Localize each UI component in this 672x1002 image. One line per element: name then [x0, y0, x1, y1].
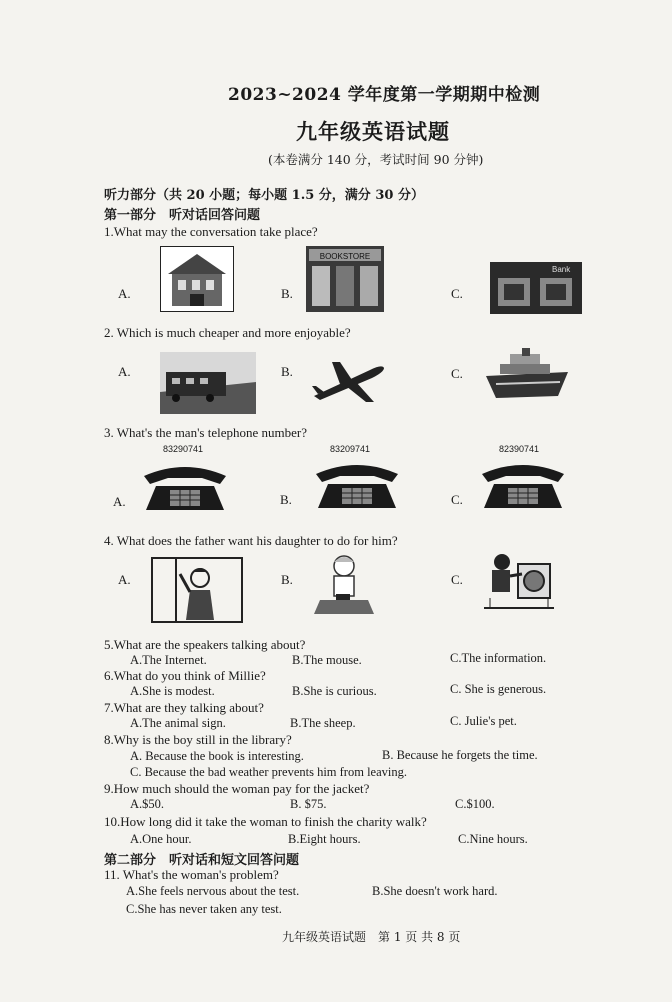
telephone-c-icon [478, 460, 568, 512]
question-6: 6.What do you think of Millie? [104, 668, 266, 683]
score-time-note: (本卷满分 140 分，考试时间 90 分钟) [268, 152, 484, 167]
q8-option-c: C. Because the bad weather prevents him from leaving. [130, 765, 407, 779]
q6-option-b: B.She is curious. [292, 684, 377, 698]
page-footer: 九年级英语试题 第 1 页 共 8 页 [282, 930, 461, 944]
question-4: 4. What does the father want his daughter to do for him? [104, 533, 398, 548]
phone-number-b: 83209741 [330, 444, 371, 454]
q5-option-c: C.The information. [450, 651, 547, 665]
question-2: 2. Which is much cheaper and more enjoyable? [104, 325, 351, 340]
q10-option-c: C.Nine hours. [458, 832, 528, 846]
bookstore-sign: BOOKSTORE [319, 252, 371, 261]
q2-option-a-label: A. [118, 364, 131, 379]
exam-title: 2023~2024 学年度第一学期期中检测 [228, 85, 541, 105]
question-10: 10.How long did it take the woman to finish the charity walk? [104, 814, 427, 829]
phone-number-a: 83290741 [163, 444, 204, 454]
question-11: 11. What's the woman's problem? [104, 867, 279, 882]
paper-title: 九年级英语试题 [296, 119, 450, 144]
q7-option-c: C. Julie's pet. [450, 714, 517, 728]
question-3: 3. What's the man's telephone number? [104, 425, 307, 440]
bookstore-icon [306, 246, 384, 312]
question-5: 5.What are the speakers talking about? [104, 637, 306, 652]
q9-option-c: C.$100. [455, 797, 495, 811]
q9-option-a: A.$50. [130, 797, 165, 811]
phone-number-c: 82390741 [499, 444, 540, 454]
q7-option-b: B.The sheep. [290, 716, 356, 730]
listening-heading: 听力部分（共 20 小题；每小题 1.5 分，满分 30 分） [104, 188, 424, 203]
telephone-a-icon [140, 462, 230, 514]
train-icon [160, 352, 256, 414]
q2-option-c-label: C. [451, 366, 463, 381]
q7-option-a: A.The animal sign. [130, 716, 226, 730]
airplane-icon [310, 356, 388, 406]
q10-option-a: A.One hour. [130, 832, 192, 846]
q3-option-a-label: A. [113, 494, 126, 509]
q1-option-c-label: C. [451, 286, 463, 301]
q6-option-a: A.She is modest. [130, 684, 215, 698]
girl-closing-window-icon [150, 556, 244, 624]
bank-icon [490, 262, 582, 314]
q11-option-b: B.She doesn't work hard. [372, 884, 498, 898]
q4-option-a-label: A. [118, 572, 131, 587]
q9-option-b: B. $75. [290, 797, 327, 811]
question-7: 7.What are they talking about? [104, 700, 264, 715]
bank-sign: Bank [552, 265, 571, 274]
q8-option-b: B. Because he forgets the time. [382, 748, 538, 762]
q11-option-a: A.She feels nervous about the test. [126, 884, 300, 898]
q3-option-c-label: C. [451, 492, 463, 507]
q5-option-a: A.The Internet. [130, 653, 207, 667]
q2-option-b-label: B. [281, 364, 293, 379]
cruise-ship-icon [484, 346, 570, 402]
q11-option-c: C.She has never taken any test. [126, 902, 282, 916]
part1-heading: 第一部分 听对话回答问题 [104, 208, 261, 223]
question-8: 8.Why is the boy still in the library? [104, 732, 292, 747]
question-1: 1.What may the conversation take place? [104, 224, 318, 239]
q10-option-b: B.Eight hours. [288, 832, 361, 846]
q4-option-c-label: C. [451, 572, 463, 587]
library-building-icon [160, 246, 234, 312]
q5-option-b: B.The mouse. [292, 653, 362, 667]
q1-option-a-label: A. [118, 286, 131, 301]
q3-option-b-label: B. [280, 492, 292, 507]
part2-heading: 第二部分 听对话和短文回答问题 [104, 853, 300, 868]
girl-with-washing-machine-icon [482, 550, 556, 612]
girl-reading-icon [310, 552, 378, 618]
question-9: 9.How much should the woman pay for the jacket? [104, 781, 370, 796]
q1-option-b-label: B. [281, 286, 293, 301]
q8-option-a: A. Because the book is interesting. [130, 749, 304, 763]
q6-option-c: C. She is generous. [450, 682, 547, 696]
q4-option-b-label: B. [281, 572, 293, 587]
telephone-b-icon [312, 460, 402, 512]
